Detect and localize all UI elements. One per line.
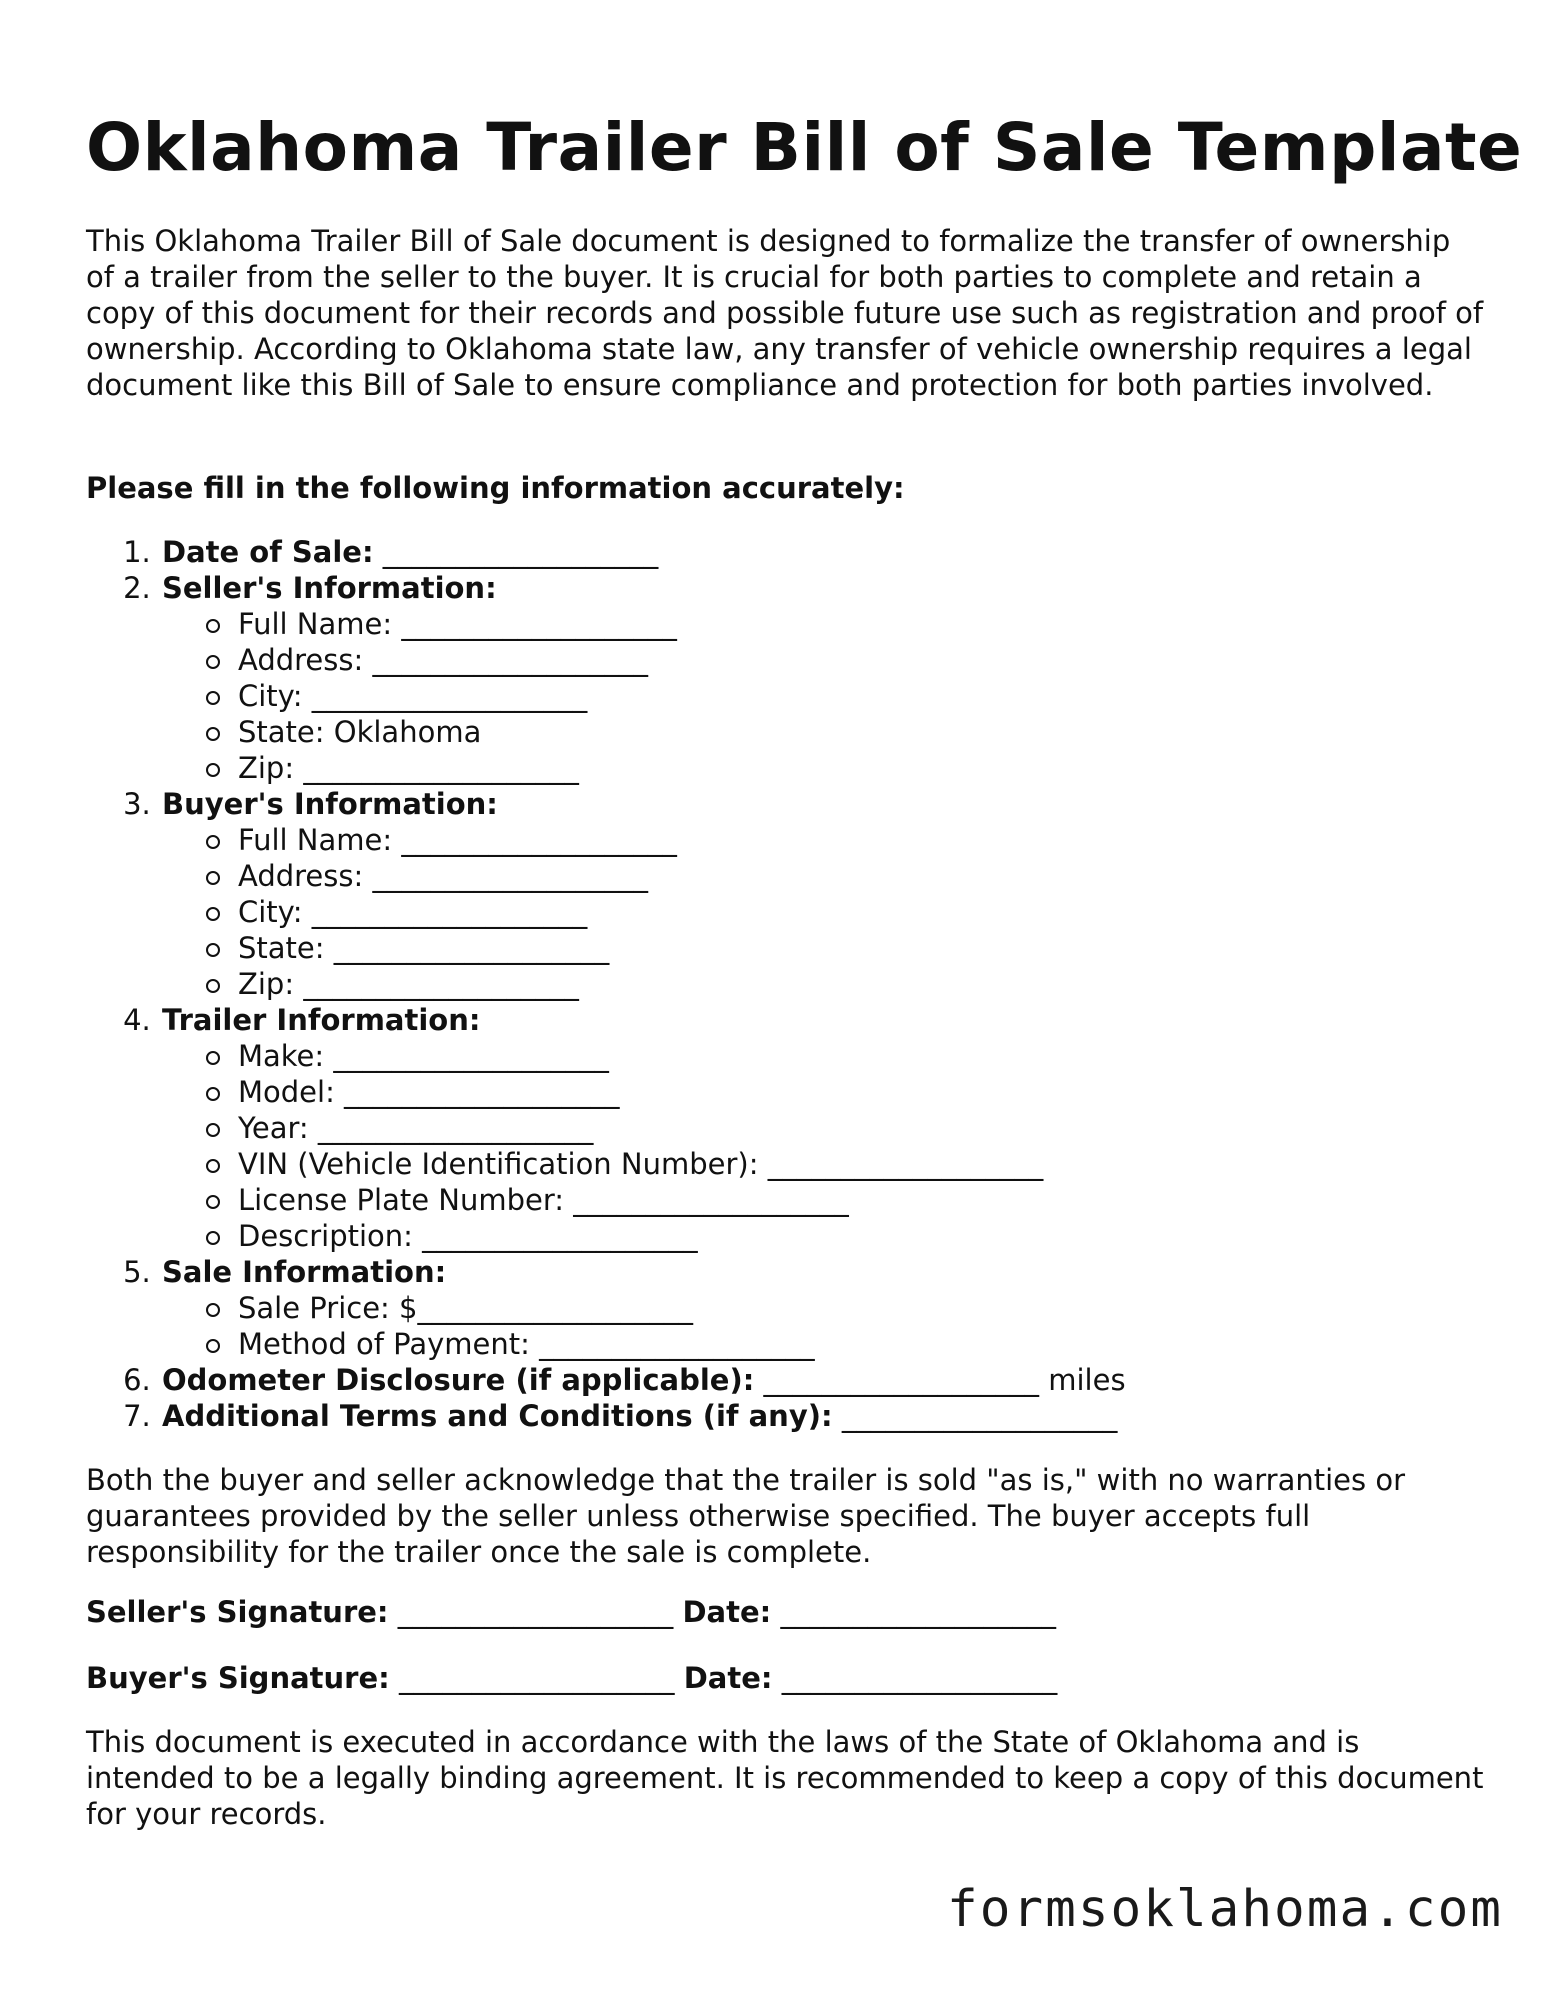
payment-method-field[interactable]: Method of Payment: ___________________ <box>238 1326 1486 1362</box>
date-of-sale-field[interactable]: ___________________ <box>382 535 659 569</box>
trailer-model-field[interactable]: Model: ___________________ <box>238 1074 1486 1110</box>
seller-signature-label: Seller's Signature: <box>86 1595 389 1629</box>
sale-fields-list <box>162 1290 1486 1362</box>
list-item-date-of-sale <box>160 534 1486 570</box>
additional-terms-field[interactable]: ___________________ <box>841 1399 1118 1433</box>
seller-full-name-field[interactable]: Full Name: ___________________ <box>238 606 1486 642</box>
trailer-fields-list <box>162 1038 1486 1254</box>
odometer-label: Odometer Disclosure (if applicable): <box>162 1363 755 1397</box>
footer-website: formsoklahoma.com <box>947 1880 1503 1939</box>
buyer-signature-line <box>86 1660 1057 1696</box>
seller-fields-list <box>162 606 1486 786</box>
instructions-heading: Please fill in the following information accurately: <box>86 471 905 505</box>
additional-terms-label: Additional Terms and Conditions (if any): <box>162 1399 833 1433</box>
sale-price-field[interactable]: Sale Price: $___________________ <box>238 1290 1486 1326</box>
trailer-license-plate-field[interactable]: License Plate Number: ___________________ <box>238 1182 1486 1218</box>
intro-paragraph: This Oklahoma Trailer Bill of Sale document is designed to formalize the transfer of ownership of a trailer from the seller to the buyer. It is crucial for both parties to complete and retain a copy of this document for their records and possible future use such as registration and proof of ownership. According to Oklahoma state law, any transfer of vehicle ownership requires a legal document like this Bill of Sale to ensure compliance and protection for both parties involved. <box>86 224 1484 402</box>
buyer-signature-field[interactable]: ___________________ <box>398 1661 675 1695</box>
buyer-date-field[interactable]: ___________________ <box>781 1661 1058 1695</box>
trailer-information-heading: Trailer Information: <box>162 1003 481 1037</box>
trailer-make-field[interactable]: Make: ___________________ <box>238 1038 1486 1074</box>
seller-information-heading: Seller's Information: <box>162 571 497 605</box>
buyer-fields-list <box>162 822 1486 1002</box>
seller-signature-line <box>86 1594 1056 1630</box>
form-items-list <box>86 534 1486 1434</box>
trailer-year-field[interactable]: Year: ___________________ <box>238 1110 1486 1146</box>
buyer-date-label: Date: <box>683 1661 773 1695</box>
list-item-odometer-disclosure <box>160 1362 1486 1398</box>
buyer-address-field[interactable]: Address: ___________________ <box>238 858 1486 894</box>
seller-address-field[interactable]: Address: ___________________ <box>238 642 1486 678</box>
seller-state-field: State: Oklahoma <box>238 714 1486 750</box>
seller-zip-field[interactable]: Zip: ___________________ <box>238 750 1486 786</box>
acknowledgement-paragraph: Both the buyer and seller acknowledge that the trailer is sold "as is," with no warranties or guarantees provided by the seller unless otherwise specified. The buyer accepts full responsibility for the trailer once the sale is complete. <box>86 1463 1406 1569</box>
buyer-state-field[interactable]: State: ___________________ <box>238 930 1486 966</box>
seller-city-field[interactable]: City: ___________________ <box>238 678 1486 714</box>
closing-paragraph: This document is executed in accordance with the laws of the State of Oklahoma and is intended to be a legally binding agreement. It is recommended to keep a copy of this document for your records. <box>86 1725 1484 1831</box>
buyer-city-field[interactable]: City: ___________________ <box>238 894 1486 930</box>
buyer-information-heading: Buyer's Information: <box>162 787 498 821</box>
seller-date-field[interactable]: ___________________ <box>780 1595 1056 1629</box>
seller-signature-field[interactable]: ___________________ <box>397 1595 674 1629</box>
seller-date-label: Date: <box>682 1595 772 1629</box>
odometer-field[interactable]: ___________________ miles <box>763 1363 1126 1397</box>
buyer-signature-label: Buyer's Signature: <box>86 1661 390 1695</box>
trailer-description-field[interactable]: Description: ___________________ <box>238 1218 1486 1254</box>
document-title: Oklahoma Trailer Bill of Sale Template <box>86 109 1523 186</box>
date-of-sale-label: Date of Sale: <box>162 535 374 569</box>
trailer-vin-field[interactable]: VIN (Vehicle Identification Number): ___________________ <box>238 1146 1486 1182</box>
list-item-buyer-information <box>160 786 1486 1002</box>
list-item-trailer-information <box>160 1002 1486 1254</box>
buyer-zip-field[interactable]: Zip: ___________________ <box>238 966 1486 1002</box>
buyer-full-name-field[interactable]: Full Name: ___________________ <box>238 822 1486 858</box>
list-item-additional-terms <box>160 1398 1486 1434</box>
list-item-sale-information <box>160 1254 1486 1362</box>
list-item-seller-information <box>160 570 1486 786</box>
sale-information-heading: Sale Information: <box>162 1255 447 1289</box>
